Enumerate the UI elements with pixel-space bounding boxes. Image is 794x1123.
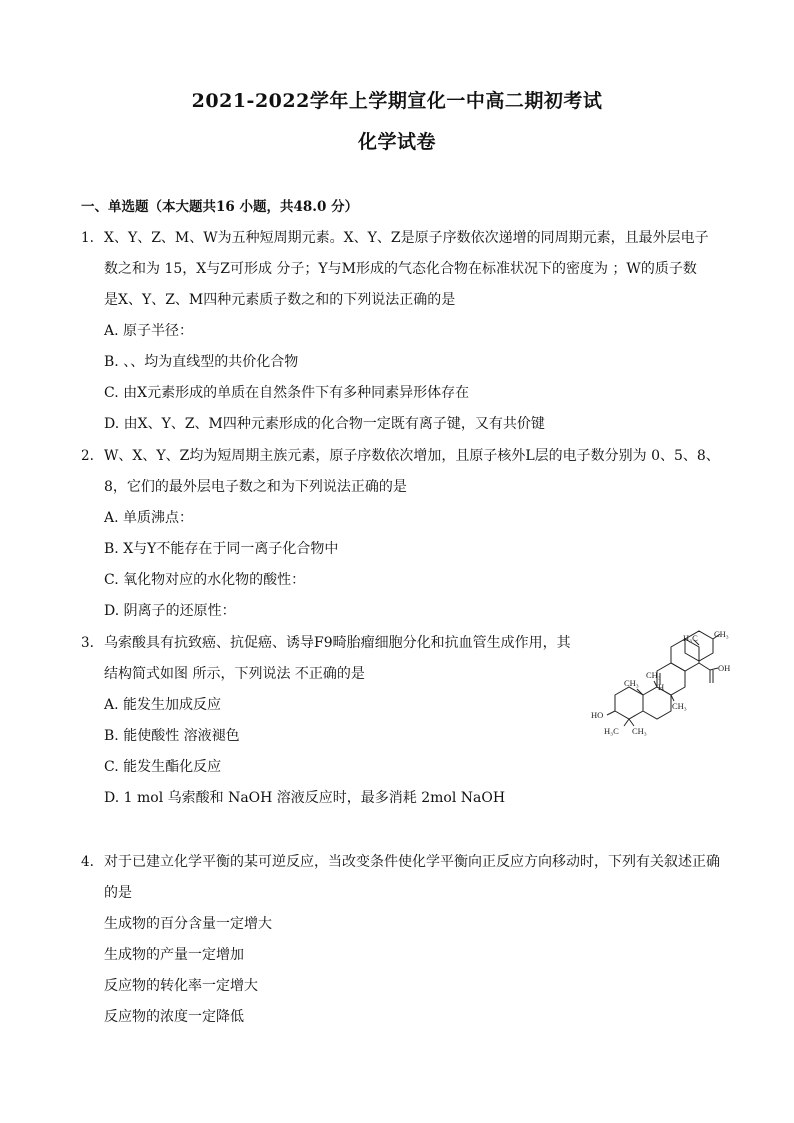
question-number: 3.: [81, 635, 94, 651]
option-b[interactable]: B. 、、均为直线型的共价化合物: [104, 354, 299, 370]
hydroxyl-label: HO: [591, 710, 604, 720]
option-a[interactable]: A. 单质沸点：: [104, 510, 194, 526]
question-stem-line: 乌索酸具有抗致癌、抗促癌、诱导F9畸胎瘤细胞分化和抗血管生成作用，其: [104, 635, 571, 651]
exam-title: 2021-2022学年上学期宣化一中高二期初考试: [191, 90, 603, 112]
question-stem-line: X、Y、Z、M、W为五种短周期元素。X、Y、Z是原子序数依次递增的同周期元素，且最外层电子: [104, 230, 709, 246]
question-stem-line: 数之和为 15，X与Z可形成 分子；Y与M形成的气态化合物在标准状况下的密度为 ；W的质子数: [104, 261, 697, 277]
option-d[interactable]: D. 1 mol 乌索酸和 NaOH 溶液反应时，最多消耗 2mol NaOH: [104, 790, 506, 806]
option-d[interactable]: D. 由X、Y、Z、M四种元素形成的化合物一定既有离子键，又有共价键: [104, 416, 545, 432]
methyl-label: CH₃: [672, 701, 687, 711]
statement-item: 反应物的浓度一定降低: [104, 1009, 244, 1025]
question-stem-line: 是X、Y、Z、M四种元素质子数之和的下列说法正确的是: [104, 292, 456, 308]
methyl-label: CH₃: [646, 670, 661, 680]
question-number: 2.: [81, 448, 94, 464]
hydrogen-label: H: [658, 682, 665, 692]
exam-subtitle: 化学试卷: [357, 131, 436, 153]
methyl-label: CH₃: [632, 726, 647, 736]
methyl-label: H₃C: [683, 633, 698, 643]
methyl-label: CH₃: [624, 678, 639, 688]
option-a[interactable]: A. 能发生加成反应: [104, 697, 222, 713]
statement-item: 生成物的产量一定增加: [104, 947, 244, 963]
statement-item: 生成物的百分含量一定增大: [104, 916, 272, 932]
question-number: 4.: [81, 854, 94, 870]
methyl-label: CH₃: [714, 629, 729, 639]
question-stem-line: W、X、Y、Z均为短周期主族元素，原子序数依次增加，且原子核外L层的电子数分别为 0、5、8、: [104, 448, 720, 464]
statement-item: 反应物的转化率一定增大: [104, 978, 258, 994]
option-a[interactable]: A. 原子半径：: [104, 323, 194, 339]
question-number: 1.: [81, 230, 94, 246]
section-heading: 一、单选题（本大题共16 小题，共48.0 分）: [81, 199, 359, 215]
carboxyl-label: OH: [718, 663, 731, 673]
option-b[interactable]: B. X与Y不能存在于同一离子化合物中: [104, 541, 339, 557]
question-stem-line: 的是: [104, 885, 132, 901]
option-b[interactable]: B. 能使酸性 溶液褪色: [104, 728, 240, 744]
question-stem-line: 8，它们的最外层电子数之和为下列说法正确的是: [104, 479, 407, 495]
ursolic-acid-structure-figure: [588, 628, 738, 738]
option-c[interactable]: C. 由X元素形成的单质在自然条件下有多种同素异形体存在: [104, 385, 470, 401]
question-stem-line: 对于已建立化学平衡的某可逆反应，当改变条件使化学平衡向正反应方向移动时，下列有关叙述正确: [104, 854, 720, 870]
question-stem-line: 结构简式如图 所示，下列说法 不正确的是: [104, 666, 365, 682]
option-c[interactable]: C. 能发生酯化反应: [104, 759, 222, 775]
option-c[interactable]: C. 氧化物对应的水化物的酸性：: [104, 572, 306, 588]
option-d[interactable]: D. 阴离子的还原性：: [104, 603, 236, 619]
methyl-label: H₃C: [604, 726, 619, 736]
